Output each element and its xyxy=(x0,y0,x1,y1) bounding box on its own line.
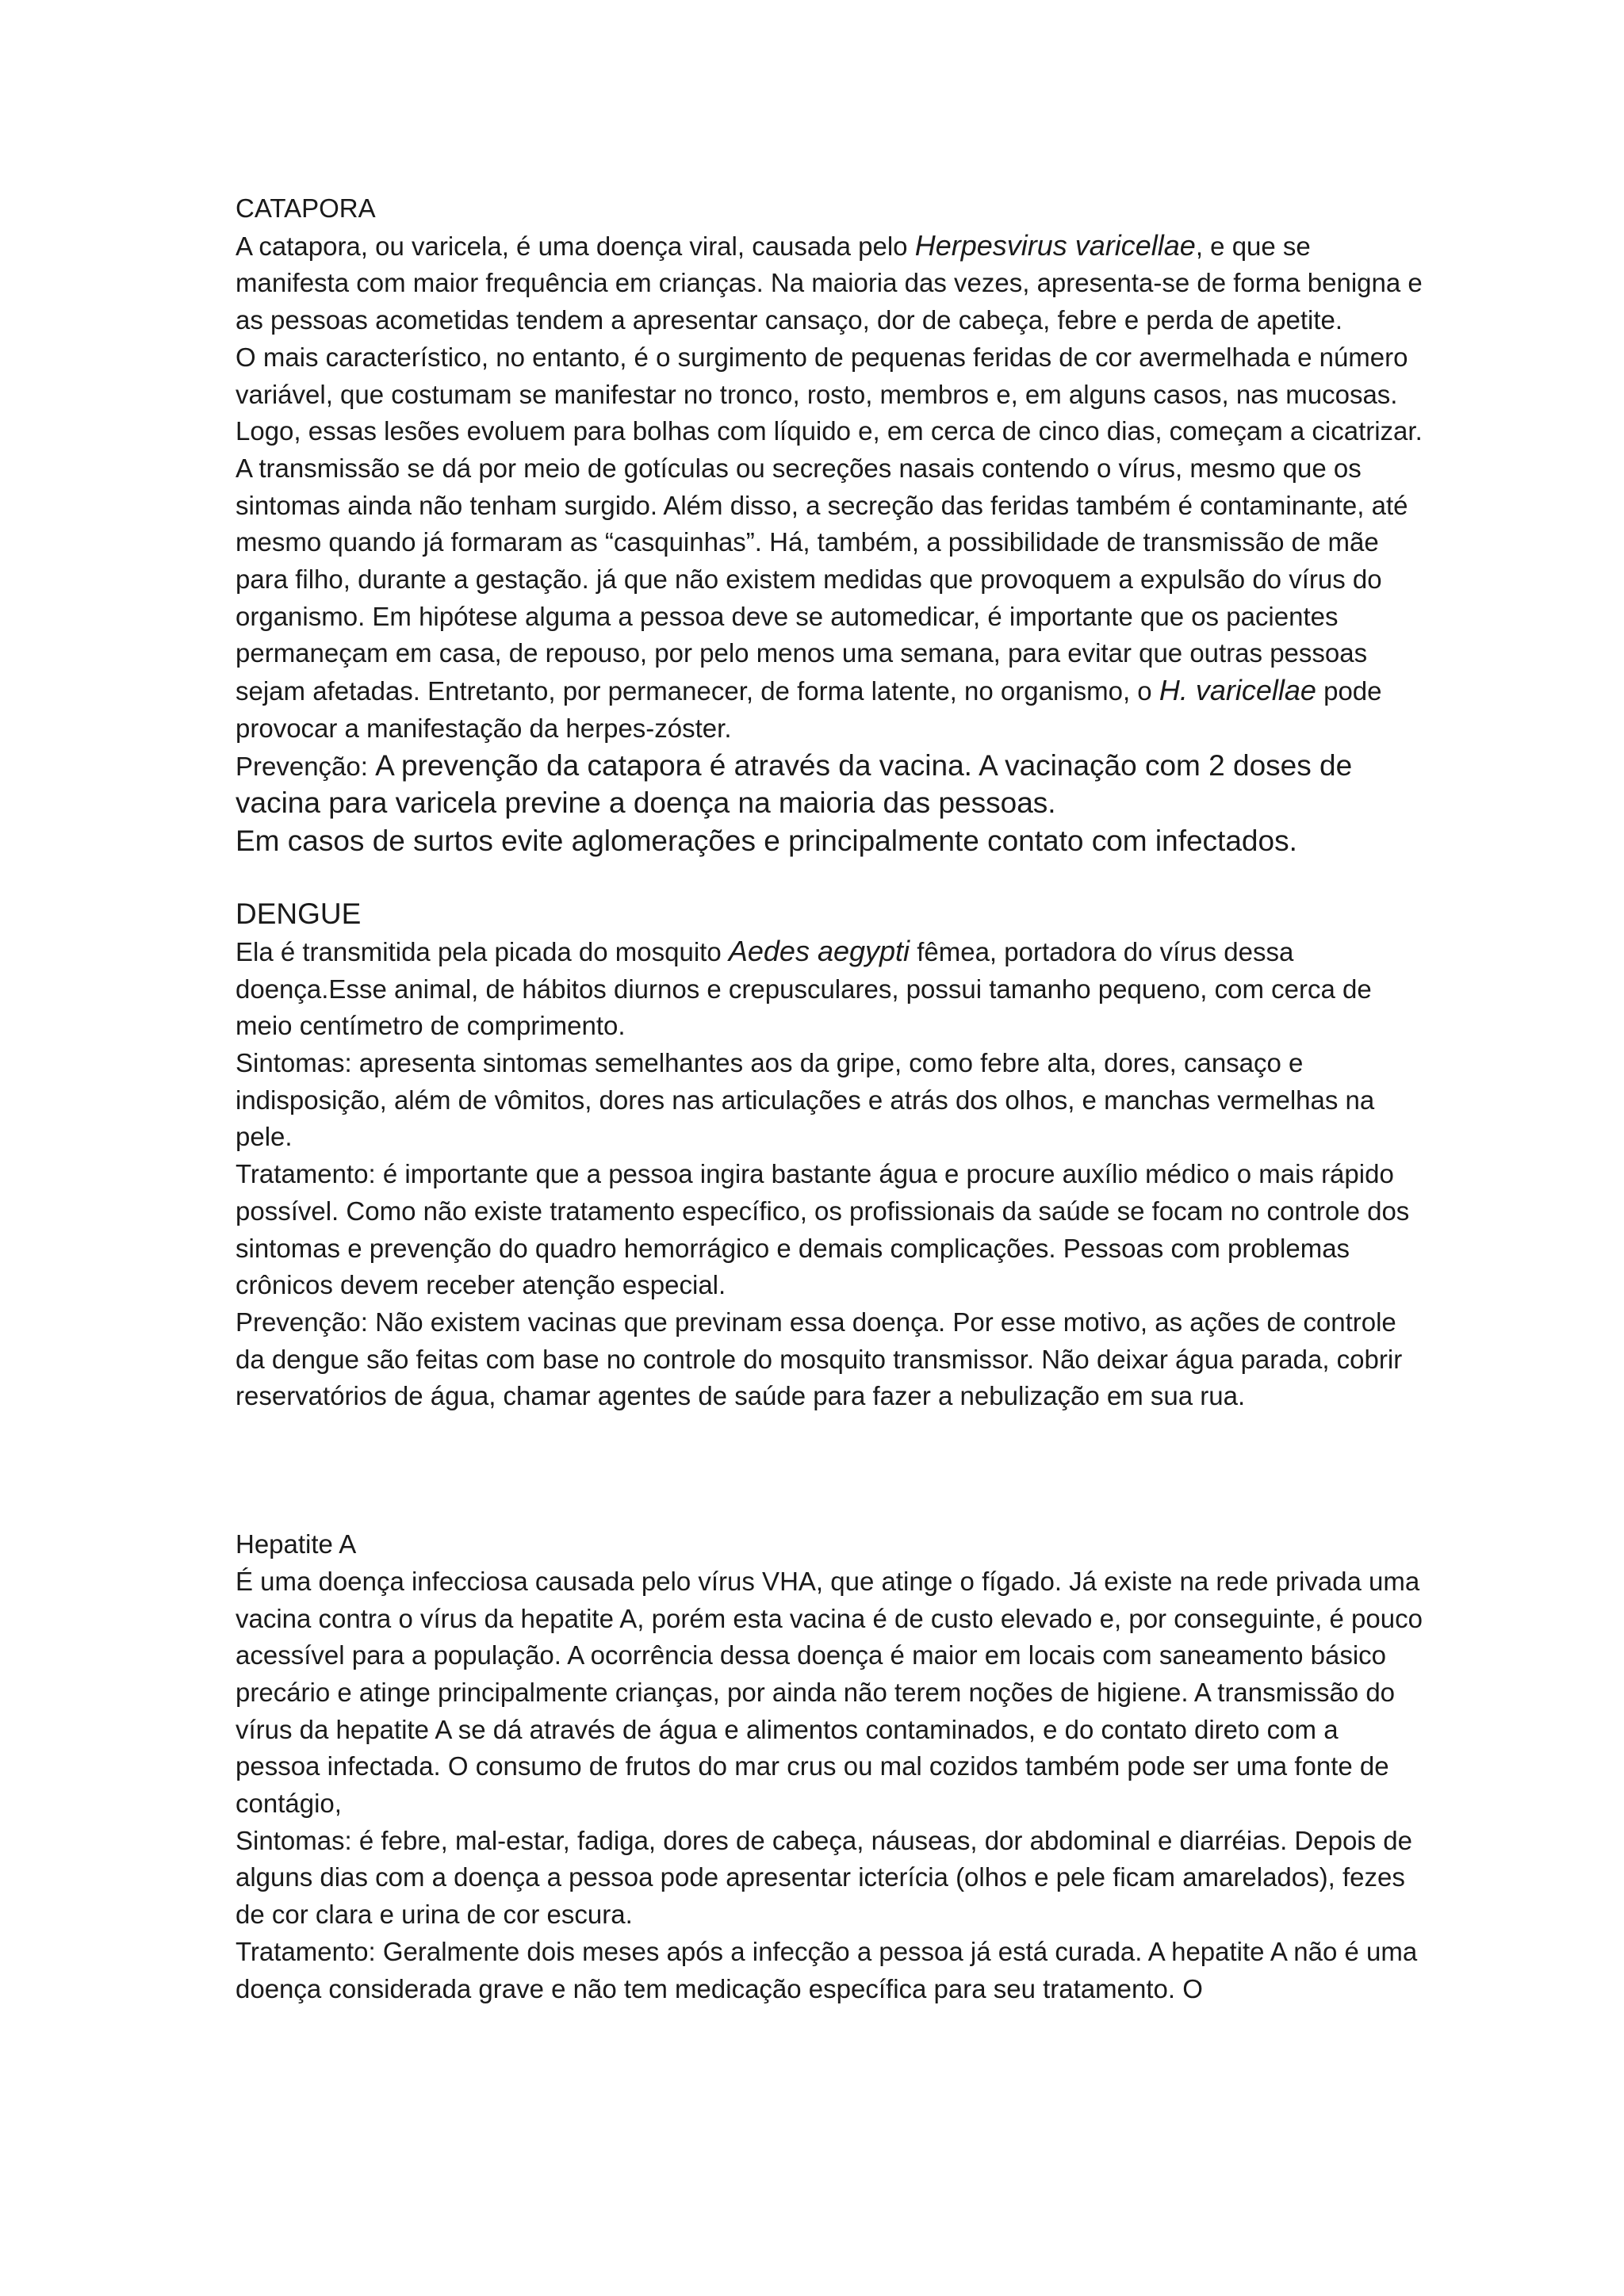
spacer xyxy=(236,859,1425,896)
catapora-p1-text-a: A catapora, ou varicela, é uma doença viral, causada pelo xyxy=(236,231,915,261)
document-page xyxy=(236,190,1425,2007)
dengue-sintomas: Sintomas: apresenta sintomas semelhantes aos da gripe, como febre alta, dores, cansaço e indisposição, além de vômitos, dores nas articulações e atrás dos olhos, e manchas vermelhas na pele. xyxy=(236,1048,1375,1152)
catapora-prevencao-text: A prevenção da catapora é através da vacina. A vacinação com 2 doses de vacina para varicela previne a doença na maioria das pessoas. xyxy=(236,748,1353,820)
catapora-paragraph-3 xyxy=(236,450,1425,748)
catapora-paragraph-1 xyxy=(236,228,1425,339)
catapora-p3-virus-name: H. varicellae xyxy=(1159,674,1316,707)
catapora-p1-virus-name: Herpesvirus varicellae xyxy=(914,228,1196,262)
dengue-p1-mosquito-name: Aedes aegypti xyxy=(728,934,910,967)
catapora-p3-text-b: pode provocar a manifestação da herpes-zóster. xyxy=(236,676,1382,743)
dengue-tratamento: Tratamento: é importante que a pessoa ingira bastante água e procure auxílio médico o mais rápido possível. Como não existe tratamento específico, os profissionais da saúde se focam no controle dos sintomas e prevenção do quadro hemorrágico e demais complicações. Pessoas com problemas crônicos devem receber atenção especial. xyxy=(236,1159,1410,1300)
heading-hepatite-a: Hepatite A xyxy=(236,1529,357,1559)
dengue-p1-text-a: Ela é transmitida pela picada do mosquito xyxy=(236,936,729,966)
hepatite-paragraph-1: É uma doença infecciosa causada pelo vírus VHA, que atinge o fígado. Já existe na rede privada uma vacina contra o vírus da hepatite A, porém esta vacina é de custo elevado e, por conseguinte, é pouco acessível para a população. A ocorrência dessa doença é maior em locais com saneamento básico precário e atinge principalmente crianças, por ainda não terem noções de higiene. A transmissão do vírus da hepatite A se dá através de água e alimentos contaminados, e do contato direto com a pessoa infectada. O consumo de frutos do mar crus ou mal cozidos também pode ser uma fonte de contágio, xyxy=(236,1566,1423,1819)
catapora-p1-text-b: , e que se manifesta com maior frequência em crianças. Na maioria das vezes, apresenta-se de forma benigna e as pessoas acometidas tendem a apresentar cansaço, dor de cabeça, febre e perda de apetite. xyxy=(236,231,1423,335)
hepatite-sintomas: Sintomas: é febre, mal-estar, fadiga, dores de cabeça, náuseas, dor abdominal e diarréias. Depois de alguns dias com a doença a pessoa pode apresentar icterícia (olhos e pele ficam amarelados), fezes de cor clara e urina de cor escura. xyxy=(236,1825,1413,1930)
catapora-p3-text-a: A transmissão se dá por meio de gotículas ou secreções nasais contendo o vírus, mesmo que os sintomas ainda não tenham surgido. Além disso, a secreção das feridas também é contaminante, até mesmo quando já formaram as “casquinhas”. Há, também, a possibilidade de transmissão de mãe para filho, durante a gestação. já que não existem medidas que provoquem a expulsão do vírus do organismo. Em hipótese alguma a pessoa deve se automedicar, é importante que os pacientes permaneçam em casa, de repouso, por pelo menos uma semana, para evitar que outras pessoas sejam afetadas. Entretanto, por permanecer, de forma latente, no organismo, o xyxy=(236,453,1408,706)
dengue-p1-text-b: fêmea, portadora do vírus dessa doença.Esse animal, de hábitos diurnos e crepusculares, possui tamanho pequeno, com cerca de meio centímetro de comprimento. xyxy=(236,936,1372,1041)
section-hepatite-a xyxy=(236,1526,1425,2007)
section-dengue xyxy=(236,896,1425,1415)
spacer xyxy=(236,1415,1425,1526)
dengue-paragraph-1 xyxy=(236,933,1425,1045)
catapora-prevencao xyxy=(236,748,1425,823)
heading-dengue: DENGUE xyxy=(236,897,362,931)
dengue-prevencao: Prevenção: Não existem vacinas que previnam essa doença. Por esse motivo, as ações de controle da dengue são feitas com base no controle do mosquito transmissor. Não deixar água parada, cobrir reservatórios de água, chamar agentes de saúde para fazer a nebulização em sua rua. xyxy=(236,1307,1403,1411)
catapora-prevencao-surtos: Em casos de surtos evite aglomerações e principalmente contato com infectados. xyxy=(236,824,1297,857)
section-catapora xyxy=(236,190,1425,859)
hepatite-tratamento: Tratamento: Geralmente dois meses após a infecção a pessoa já está curada. A hepatite A não é uma doença considerada grave e não tem medicação específica para seu tratamento. O xyxy=(236,1936,1418,2003)
heading-catapora: CATAPORA xyxy=(236,193,376,223)
catapora-prevencao-label: Prevenção: xyxy=(236,751,376,781)
catapora-paragraph-2: O mais característico, no entanto, é o surgimento de pequenas feridas de cor avermelhada e número variável, que costumam se manifestar no tronco, rosto, membros e, em alguns casos, nas mucosas. Logo, essas lesões evoluem para bolhas com líquido e, em cerca de cinco dias, começam a cicatrizar. xyxy=(236,342,1423,446)
